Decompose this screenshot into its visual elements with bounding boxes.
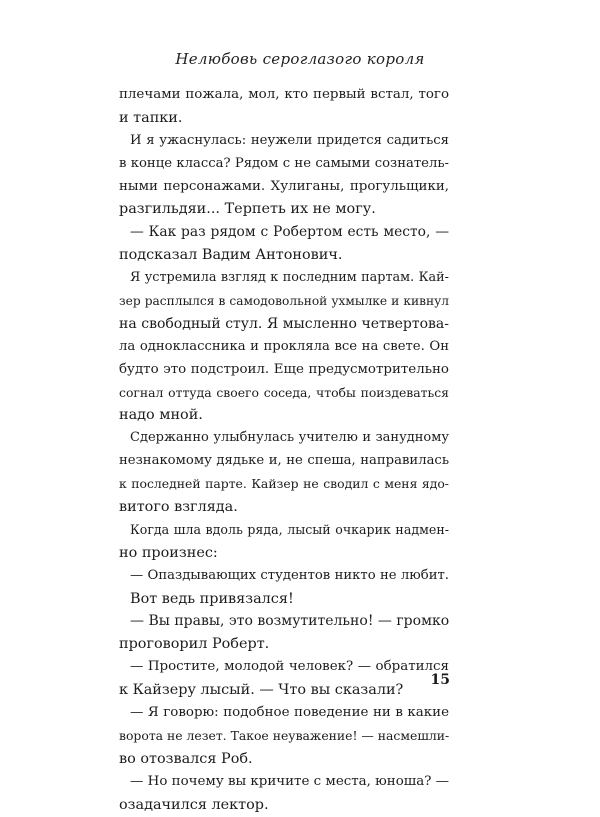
text-line: во отозвался Роб. xyxy=(119,750,253,767)
running-head: Нелюбовь сероглазого короля xyxy=(175,50,425,68)
text-line: на свободный стул. Я мысленно четвертова- xyxy=(119,315,449,332)
text-line: согнал оттуда своего соседа, чтобы поиздеваться xyxy=(119,384,449,400)
text-line: Я устремила взгляд к последним партам. Кай- xyxy=(130,270,449,286)
text-line: проговорил Роберт. xyxy=(119,636,270,653)
page-number: 15 xyxy=(430,672,450,688)
text-line: ными персонажами. Хулиганы, прогульщики, xyxy=(119,178,449,194)
text-line: будто это подстроил. Еще предусмотрительно xyxy=(119,361,449,377)
text-line: И я ужаснулась: неужели придется садиться xyxy=(130,132,449,148)
text-line: — Опаздывающих студентов никто не любит. xyxy=(130,567,449,583)
text-line: Когда шла вдоль ряда, лысый очкарик надмен- xyxy=(130,521,449,537)
text-line: но произнес: xyxy=(119,544,218,561)
text-line: надо мной. xyxy=(119,407,203,424)
text-line: и тапки. xyxy=(119,109,183,126)
text-line: — Я говорю: подобное поведение ни в какие xyxy=(130,705,449,721)
text-line: ворота не лезет. Такое неуважение! — насмешли- xyxy=(119,727,450,743)
text-line: витого взгляда. xyxy=(119,499,238,516)
text-line: к последней парте. Кайзер не сводил с меня ядо- xyxy=(119,476,449,492)
text-line: Сдержанно улыбнулась учителю и занудному xyxy=(130,430,449,446)
text-line: — Вы правы, это возмутительно! — громко xyxy=(130,613,450,630)
text-line: зер расплылся в самодовольной ухмылке и кивнул xyxy=(119,294,449,309)
text-line: — Но почему вы кричите с места, юноша? — xyxy=(130,773,450,789)
text-line: подсказал Вадим Антонович. xyxy=(119,247,343,264)
text-line: в конце класса? Рядом с не самыми сознатель- xyxy=(119,155,449,171)
text-line: незнакомому дядьке и, не спеша, направилась xyxy=(119,453,449,469)
text-line: к Кайзеру лысый. — Что вы сказали? xyxy=(119,682,404,699)
text-line: разгильдяи... Терпеть их не могу. xyxy=(119,201,376,218)
body-text xyxy=(119,84,449,817)
text-line: — Простите, молодой человек? — обратился xyxy=(130,659,449,675)
text-line: плечами пожала, мол, кто первый встал, того xyxy=(119,87,449,102)
text-line: — Как раз рядом с Робертом есть место, — xyxy=(130,224,449,241)
text-line: Вот ведь привязался! xyxy=(130,590,294,607)
text-line: ла одноклассника и прокляла все на свете. Он xyxy=(119,338,449,354)
text-line: озадачился лектор. xyxy=(119,796,269,813)
